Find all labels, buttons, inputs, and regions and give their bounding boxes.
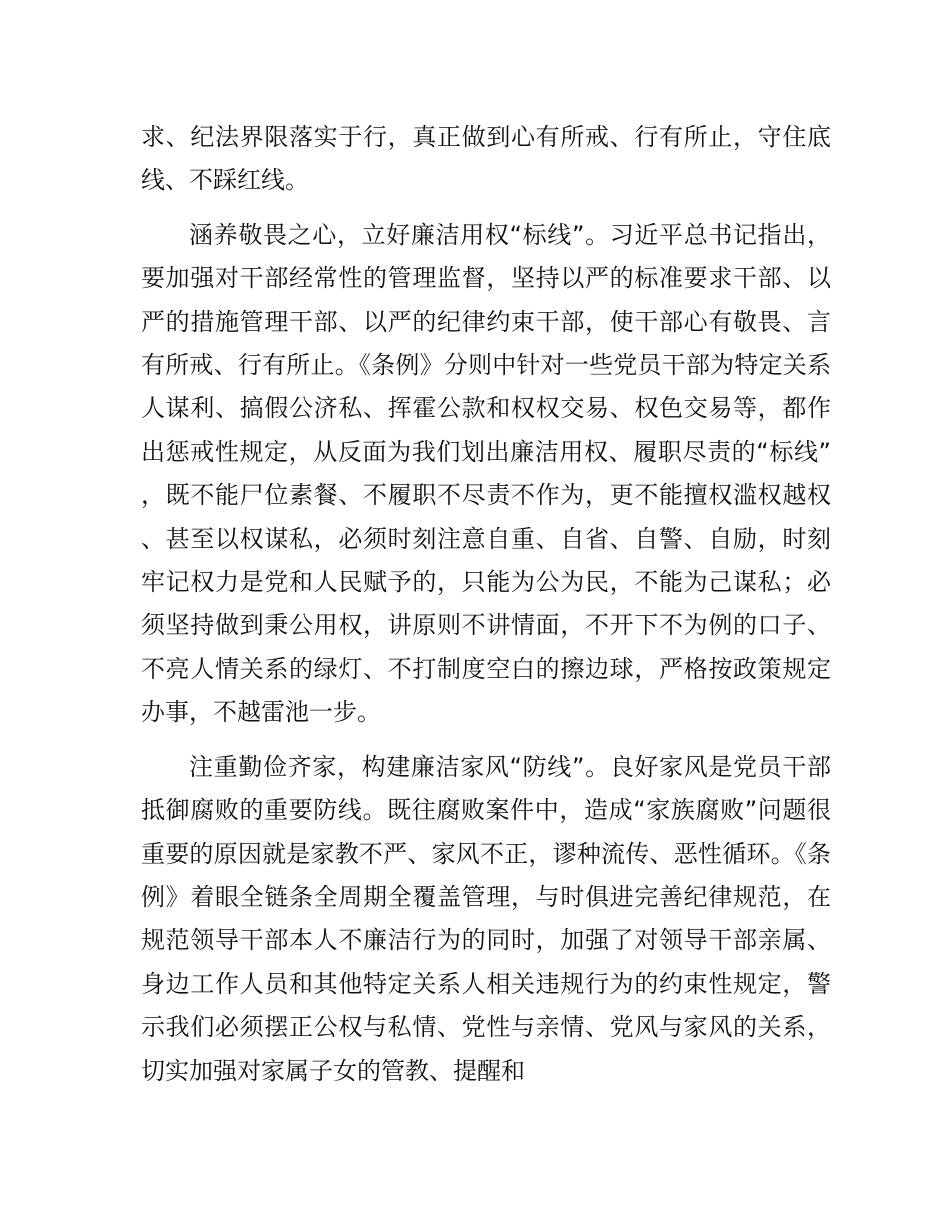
document-body [141,116,831,1104]
paragraph-continuation: 求、纪法界限落实于行，真正做到心有所戒、行有所止，守住底线、不踩红线。 [141,123,831,195]
paragraph-integrity-power: 涵养敬畏之心，立好廉洁用权“标线”。习近平总书记指出，要加强对干部经常性的管理监督，坚持以严的标准要求干部、以严的措施管理干部、以严的纪律约束干部，使干部心有敬畏、言有所戒、行有所止。《条例》分则中针对一些党员干部为特定关系人谋利、搞假公济私、挥霍公款和权权交易、权色交易等，都作出惩戒性规定，从反面为我们划出廉洁用权、履职尽责的“标线”，既不能尸位素餐、不履职不尽责不作为，更不能擅权滥权越权、甚至以权谋私，必须时刻注意自重、自省、自警、自励，时刻牢记权力是党和人民赋予的，只能为公为民，不能为己谋私；必须坚持做到秉公用权，讲原则不讲情面，不开下不为例的口子、不亮人情关系的绿灯、不打制度空白的擦边球，严格按政策规定办事，不越雷池一步。 [141,220,831,727]
paragraph-family-values: 注重勤俭齐家，构建廉洁家风“防线”。良好家风是党员干部抵御腐败的重要防线。既往腐败案件中，造成“家族腐败”问题很重要的原因就是家教不严、家风不正，谬种流传、恶性循环。《条例》着眼全链条全周期全覆盖管理，与时俱进完善纪律规范，在规范领导干部本人不廉洁行为的同时，加强了对领导干部亲属、身边工作人员和其他特定关系人相关违规行为的约束性规定，警示我们必须摆正公权与私情、党性与亲情、党风与家风的关系，切实加强对家属子女的管教、提醒和 [141,752,831,1085]
